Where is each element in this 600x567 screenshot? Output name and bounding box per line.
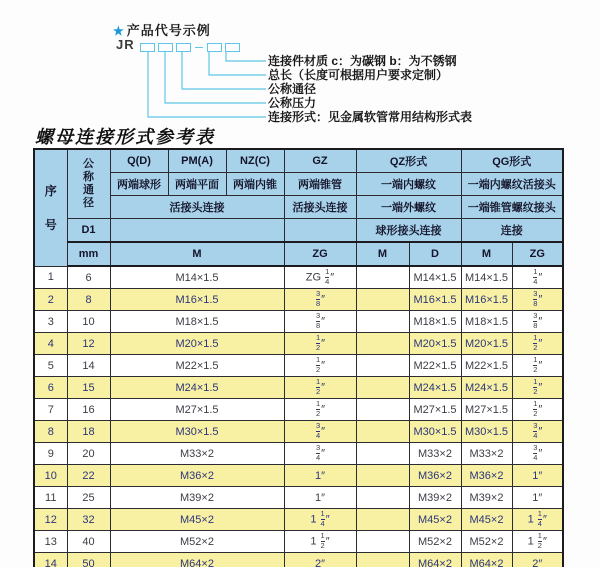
table-row <box>34 487 563 509</box>
reference-table <box>33 148 564 567</box>
header-desc: 一端内螺纹活接头 <box>461 173 563 196</box>
header-mm: mm <box>67 242 110 266</box>
table-cell: $\frac{1}{2}$ ″ <box>284 377 356 399</box>
table-cell: M18×1.5 <box>110 311 284 333</box>
table-cell: $\frac{1}{2}$ ″ <box>284 355 356 377</box>
header-desc: 一端外螺纹 <box>356 196 461 219</box>
table-cell: M52×2 <box>110 531 284 553</box>
header-group-gz: GZ <box>284 149 356 173</box>
table-cell: 14 <box>34 553 67 567</box>
table-cell: 7 <box>34 399 67 421</box>
header-serial: 序号 <box>34 149 67 266</box>
header-d1: D1 <box>67 219 110 243</box>
table-title: 螺母连接形式参考表 <box>35 127 215 147</box>
table-row <box>34 266 563 289</box>
table-cell: $\frac{3}{8}$ ″ <box>284 289 356 311</box>
table-cell <box>356 509 409 531</box>
table-cell: M22×1.5 <box>409 355 461 377</box>
header-unit: M <box>110 242 284 266</box>
table-cell: 1 $\frac{1}{4}$ ″ <box>512 509 563 531</box>
header-group-qg: QG形式 <box>461 149 563 173</box>
table-cell: M24×1.5 <box>461 377 512 399</box>
table-cell: 15 <box>67 377 110 399</box>
table-cell: $\frac{3}{4}$ ″ <box>512 443 563 465</box>
header-desc: 活接头连接 <box>110 196 284 219</box>
table-cell: M33×2 <box>110 443 284 465</box>
table-cell: M45×2 <box>409 509 461 531</box>
table-cell <box>356 465 409 487</box>
table-cell: 1 <box>34 266 67 289</box>
table-cell: M20×1.5 <box>461 333 512 355</box>
table-cell: M14×1.5 <box>409 266 461 289</box>
header-group-qz: QZ形式 <box>356 149 461 173</box>
table-cell <box>356 355 409 377</box>
table-cell: 6 <box>34 377 67 399</box>
table-cell: 6 <box>67 266 110 289</box>
table-cell: 16 <box>67 399 110 421</box>
table-cell: M22×1.5 <box>110 355 284 377</box>
table-cell: M30×1.5 <box>461 421 512 443</box>
header-desc: 两端内锥 <box>226 173 284 196</box>
table-cell: M14×1.5 <box>110 266 284 289</box>
empty-cell <box>110 219 284 243</box>
table-cell: M33×2 <box>461 443 512 465</box>
table-cell: M39×2 <box>461 487 512 509</box>
table-cell: M16×1.5 <box>461 289 512 311</box>
table-cell <box>356 266 409 289</box>
table-row <box>34 333 563 355</box>
header-group-qd: Q(D) <box>110 149 168 173</box>
table-cell: $\frac{1}{2}$ ″ <box>284 399 356 421</box>
header-desc: 球形接头连接 <box>356 219 461 243</box>
table-cell <box>356 553 409 567</box>
table-cell: 8 <box>67 289 110 311</box>
table-cell: 13 <box>34 531 67 553</box>
table-cell: M33×2 <box>409 443 461 465</box>
table-row <box>34 443 563 465</box>
table-row <box>34 399 563 421</box>
table-cell: 40 <box>67 531 110 553</box>
header-desc: 一端锥管螺纹接头 <box>461 196 563 219</box>
table-cell: 18 <box>67 421 110 443</box>
table-row <box>34 311 563 333</box>
header-unit: M <box>356 242 409 266</box>
table-cell <box>356 311 409 333</box>
table-cell: M39×2 <box>110 487 284 509</box>
table-cell: $\frac{3}{4}$ ″ <box>284 443 356 465</box>
table-cell: 1 $\frac{1}{2}$ ″ <box>284 531 356 553</box>
header-unit: D <box>409 242 461 266</box>
header-unit: ZG <box>512 242 563 266</box>
table-cell: 22 <box>67 465 110 487</box>
diagram-heading-text: 产品代号示例 <box>126 23 211 38</box>
table-cell: 10 <box>34 465 67 487</box>
table-cell: 1″ <box>284 487 356 509</box>
table-cell: M27×1.5 <box>461 399 512 421</box>
header-desc: 两端球形 <box>110 173 168 196</box>
table-cell: $\frac{1}{2}$ ″ <box>284 333 356 355</box>
table-cell: $\frac{1}{2}$ ″ <box>512 333 563 355</box>
header-desc: 两端锥管 <box>284 173 356 196</box>
product-code-prefix: JR <box>116 37 135 52</box>
table-cell: 1″ <box>512 487 563 509</box>
table-cell <box>356 421 409 443</box>
code-label-length: 总长（长度可根据用户要求定制） <box>268 68 449 82</box>
table-cell: ZG $\frac{1}{4}$ ″ <box>284 266 356 289</box>
table-cell: M18×1.5 <box>461 311 512 333</box>
table-cell: M52×2 <box>461 531 512 553</box>
table-cell: M16×1.5 <box>110 289 284 311</box>
table-row <box>34 355 563 377</box>
table-cell: 3 <box>34 311 67 333</box>
table-cell: 25 <box>67 487 110 509</box>
table-cell: 1 $\frac{1}{4}$ ″ <box>284 509 356 531</box>
header-unit: M <box>461 242 512 266</box>
header-desc: 连接 <box>461 219 563 243</box>
header-diameter: 公称通径 <box>67 149 110 219</box>
table-cell: 10 <box>67 311 110 333</box>
table-cell: $\frac{3}{8}$ ″ <box>284 311 356 333</box>
header-desc: 活接头连接 <box>284 196 356 219</box>
header-desc: 一端内螺纹 <box>356 173 461 196</box>
table-cell: M22×1.5 <box>461 355 512 377</box>
table-row <box>34 465 563 487</box>
code-label-material: 连接件材质 c：为碳钢 b：为不锈钢 <box>268 54 457 68</box>
table-cell: 9 <box>34 443 67 465</box>
table-header <box>34 149 563 266</box>
table-cell: 1″ <box>284 465 356 487</box>
table-cell: $\frac{3}{8}$ ″ <box>512 289 563 311</box>
table-cell: $\frac{1}{2}$ ″ <box>512 399 563 421</box>
table-cell: M64×2 <box>110 553 284 567</box>
table-cell: 8 <box>34 421 67 443</box>
table-row <box>34 421 563 443</box>
table-row <box>34 377 563 399</box>
table-cell: M64×2 <box>461 553 512 567</box>
table-cell: 14 <box>67 355 110 377</box>
table-cell: 50 <box>67 553 110 567</box>
table-cell: M36×2 <box>409 465 461 487</box>
table-cell: 12 <box>34 509 67 531</box>
table-cell: M39×2 <box>409 487 461 509</box>
table-cell: 1 $\frac{1}{2}$ ″ <box>512 531 563 553</box>
table-cell: M20×1.5 <box>409 333 461 355</box>
code-label-connection: 连接形式：见金属软管常用结构形式表 <box>268 110 473 124</box>
header-desc: 两端平面 <box>168 173 226 196</box>
table-cell: 4 <box>34 333 67 355</box>
table-cell: 2 <box>34 289 67 311</box>
code-label-pressure: 公称压力 <box>268 96 317 110</box>
table-cell: $\frac{3}{4}$ ″ <box>284 421 356 443</box>
table-cell <box>356 377 409 399</box>
table-cell: M20×1.5 <box>110 333 284 355</box>
table-cell: M52×2 <box>409 531 461 553</box>
table-cell: M27×1.5 <box>409 399 461 421</box>
table-cell: M16×1.5 <box>409 289 461 311</box>
table-cell: $\frac{3}{4}$ ″ <box>512 421 563 443</box>
header-group-pma: PM(A) <box>168 149 226 173</box>
table-cell: M45×2 <box>110 509 284 531</box>
table-cell: $\frac{1}{4}$ ″ <box>512 266 563 289</box>
table-cell: M27×1.5 <box>110 399 284 421</box>
table-cell: M36×2 <box>110 465 284 487</box>
table-cell <box>356 443 409 465</box>
table-cell: 5 <box>34 355 67 377</box>
table-row <box>34 289 563 311</box>
table-cell: 32 <box>67 509 110 531</box>
table-cell: M24×1.5 <box>110 377 284 399</box>
table-row <box>34 509 563 531</box>
table-cell: $\frac{1}{2}$ ″ <box>512 377 563 399</box>
table-cell: 11 <box>34 487 67 509</box>
star-icon: ★ <box>113 24 125 38</box>
table-cell: M24×1.5 <box>409 377 461 399</box>
table-cell <box>356 487 409 509</box>
table-cell: M30×1.5 <box>409 421 461 443</box>
table-cell <box>356 289 409 311</box>
table-cell <box>356 399 409 421</box>
table-cell: 2″ <box>512 553 563 567</box>
empty-cell <box>284 219 356 243</box>
table-cell <box>356 531 409 553</box>
table-cell: 2″ <box>284 553 356 567</box>
header-group-nzc: NZ(C) <box>226 149 284 173</box>
table-cell: $\frac{1}{2}$ ″ <box>512 355 563 377</box>
table-cell: M18×1.5 <box>409 311 461 333</box>
table-cell: $\frac{3}{8}$ ″ <box>512 311 563 333</box>
table-body <box>34 266 563 567</box>
table-cell: M30×1.5 <box>110 421 284 443</box>
code-label-diameter: 公称通径 <box>268 82 317 96</box>
table-cell: M45×2 <box>461 509 512 531</box>
table-cell: 1″ <box>512 465 563 487</box>
header-unit: ZG <box>284 242 356 266</box>
table-cell: M64×2 <box>409 553 461 567</box>
table-cell: M14×1.5 <box>461 266 512 289</box>
table-cell: M36×2 <box>461 465 512 487</box>
table-cell: 20 <box>67 443 110 465</box>
table-cell: 12 <box>67 333 110 355</box>
table-row <box>34 531 563 553</box>
table-cell <box>356 333 409 355</box>
table-row <box>34 553 563 567</box>
